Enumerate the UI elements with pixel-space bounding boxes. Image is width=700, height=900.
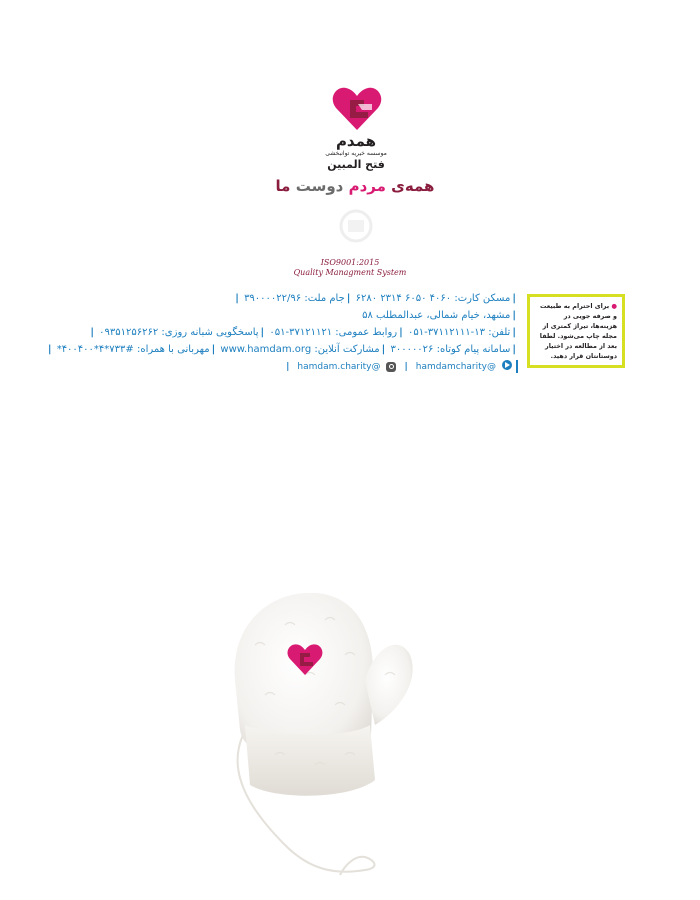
instagram-handle[interactable]: @hamdam.charity [297,361,381,372]
slogan [250,177,460,195]
brand-subtitle-2: فتح المبین [327,158,385,171]
instagram-icon [386,362,396,372]
sms-system: سامانه پیام کوتاه: ۳۰۰۰۰۰۲۶ [390,344,511,355]
jam-account: جام ملت: ۳۹۰۰۰۰۲۲/۹۶ [244,293,345,304]
night-line: پاسخگویی شبانه روزی: ۰۹۳۵۱۲۵۶۲۶۲ [99,327,259,338]
telegram-icon [502,360,512,370]
iso-title: Quality Managment System [293,268,407,277]
info-line-address: |مشهد، خیام شمالی، عبدالمطلب ۵۸ [362,310,516,321]
info-line-card: |مسکن کارت: ۴۰۶۰ ۶۰۵۰ ۲۳۱۴ ۶۲۸۰ |جام ملت: ۳۹۰۰۰۰۲۲/۹۶ | [235,293,516,304]
card-number: مسکن کارت: ۴۰۶۰ ۶۰۵۰ ۲۳۱۴ ۶۲۸۰ [355,293,511,304]
iso-code: ISO9001:2015 [320,258,380,267]
social-links: @hamdamcharity | @hamdam.charity | [284,360,518,373]
slogan-part-1: همه‌ی [391,177,435,195]
slogan-part-3: دوست [295,177,344,195]
slogan-part-2: مردم [348,177,386,195]
telegram-handle[interactable]: @hamdamcharity [415,361,496,372]
eco-note-box [527,294,625,368]
eco-note-text: برای احترام به طبیعت و صرفه جویی در هزینه‌ها، تیراژ کمتری از مجله چاپ می‌شود. لطفا بعد از مطالعه در اختیار دوستانتان قرار دهید. [539,302,617,360]
brand-name: همدم [335,132,377,150]
address: مشهد، خیام شمالی، عبدالمطلب ۵۸ [362,310,511,321]
slogan-part-4: ما [275,177,291,195]
white-mitten-with-heart-logo [215,585,425,885]
mobile-donation: مهربانی با همراه: #۷۳۳*۴*۴۰۰۴۰۰* [56,344,210,355]
brand-subtitle: موسسه خیریه توانبخشی [325,150,387,157]
quality-seal-icon [338,208,374,244]
public-relations: روابط عمومی: ۳۷۱۲۱۱۲۱-۰۵۱ [269,327,398,338]
info-line-phones: |تلفن: ۱۳-۳۷۱۱۲۱۱۱-۰۵۱ |روابط عمومی: ۳۷۱۲۱۱۲۱-۰۵۱ |پاسخگویی شبانه روزی: ۰۹۳۵۱۲۵۶۲۶۲ | [90,327,516,338]
bullet-icon: ● [611,302,617,310]
online-donation-link[interactable]: مشارکت آنلاین: www.hamdam.org [220,344,380,355]
heart-logo-icon [332,86,382,132]
phone: تلفن: ۱۳-۳۷۱۱۲۱۱۱-۰۵۱ [407,327,511,338]
info-line-online: |سامانه پیام کوتاه: ۳۰۰۰۰۰۲۶ |مشارکت آنلاین: www.hamdam.org |مهربانی با همراه: #۷۳۳*۴*۴۰۰۴۰۰* | [47,344,516,355]
